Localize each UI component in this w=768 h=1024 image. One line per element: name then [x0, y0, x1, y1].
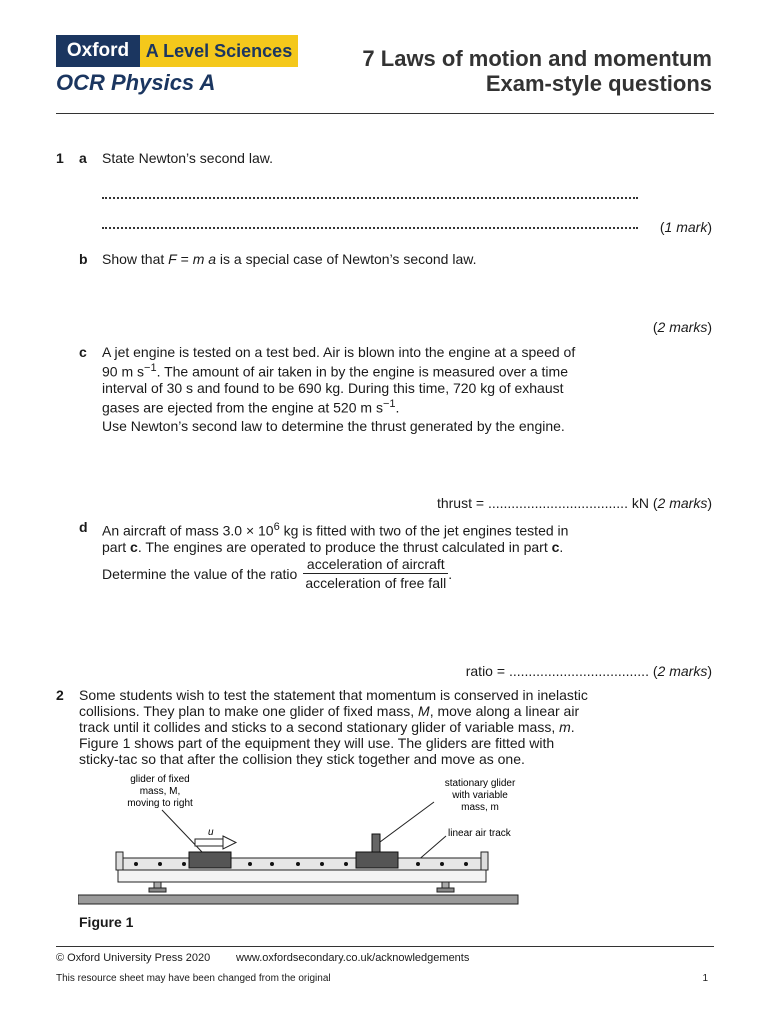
q1b-text: Show that F = m a is a special case of Newton’s second law.: [102, 251, 477, 267]
label-glider-stationary: mass, m: [461, 802, 499, 813]
header-divider: [56, 113, 714, 114]
q1d-ratio: Determine the value of the ratio $\frac{\text{acceleration of aircraft}}{\text{acceleration of free fall}}$ .: [102, 556, 453, 591]
footer-url[interactable]: www.oxfordsecondary.co.uk/acknowledgements: [236, 952, 470, 964]
label-velocity-u: u: [208, 827, 214, 838]
label-linear-air-track: linear air track: [448, 828, 511, 839]
answer-line: [102, 197, 638, 199]
label-glider-fixed: glider of fixed: [130, 774, 190, 785]
label-glider-stationary: stationary glider: [444, 778, 516, 789]
subject-title: OCR Physics A: [56, 70, 216, 95]
answer-line: [102, 227, 638, 229]
q1c-text: A jet engine is tested on a test bed. Air is blown into the engine at a speed of 90 m $s^{-1}$. The amount of air taken in by the engine is measured over a time interval of 30 s and found to be 690 kg. During this time, 720 kg of exhaust gases are ejected from the engine at 520 m $s^{-1}$. Use Newton’s second law to determine the thrust generated by the engine.: [102, 344, 576, 435]
q1d-letter: d: [79, 519, 88, 535]
footer-divider: [56, 946, 714, 947]
page-number: 1: [702, 973, 708, 984]
figure-caption: Figure 1: [79, 914, 134, 930]
label-glider-stationary: with variable: [452, 790, 508, 801]
brand-oxford: Oxford: [56, 35, 140, 67]
q1-number: 1: [56, 150, 64, 166]
q1d-text: An aircraft of mass $3.0 \times 10^6$ kg is fitted with two of the jet engines tested in part c. The engines are operated to produce the thrust calculated in part c.: [102, 521, 569, 555]
label-glider-fixed: mass, M,: [139, 786, 181, 797]
q1a-letter: a: [79, 150, 87, 166]
q1c-letter: c: [79, 344, 87, 360]
q2-text: Some students wish to test the statement that momentum is conserved in inelastic collisions. They plan to make one glider of fixed mass, M, move along a linear air track until it collides and sticks to a second stationary glider of variable mass, m. Figure 1 shows part of the equipment they will use. The gliders are fitted with sticky-tac so that after the collision they stick together and move as one.: [79, 687, 588, 767]
q1b-marks: (2 marks): [652, 319, 712, 335]
figure-1-air-track: [78, 770, 528, 915]
footer-copyright: © Oxford University Press 2020: [56, 952, 211, 964]
brand-logo: [56, 35, 298, 67]
footer-note: This resource sheet may have been changed from the original: [56, 973, 331, 984]
q1d-answer: ratio = .................................... (2 marks): [465, 663, 712, 679]
q1a-text: State Newton’s second law.: [102, 150, 273, 166]
section-title: Exam-style questions: [485, 71, 712, 96]
ratio-fraction: $\frac{\text{acceleration of aircraft}}{\text{acceleration of free fall}}$: [305, 556, 447, 591]
q2-number: 2: [56, 687, 64, 703]
q1c-answer: thrust = .................................... kN (2 marks): [436, 495, 712, 511]
q1a-marks: (1 mark): [659, 219, 712, 235]
q1b-letter: b: [79, 251, 88, 267]
chapter-title: 7 Laws of motion and momentum: [362, 46, 712, 71]
brand-series: A Level Sciences: [140, 35, 298, 67]
label-glider-fixed: moving to right: [127, 798, 193, 809]
